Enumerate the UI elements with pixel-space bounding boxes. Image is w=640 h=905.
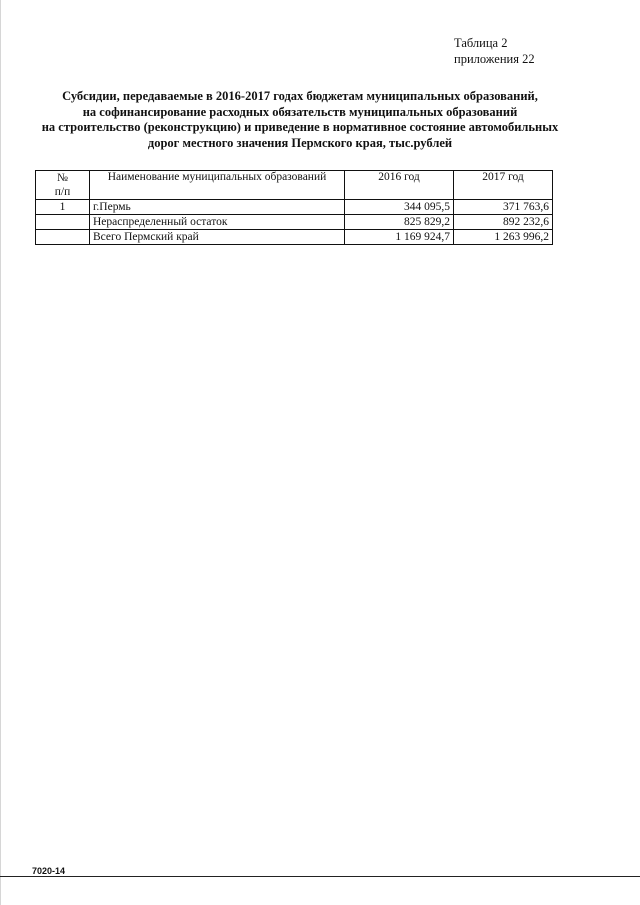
document-code: 7020-14 — [32, 866, 66, 876]
table-row — [36, 200, 553, 215]
title-line-1: Субсидии, передаваемые в 2016-2017 годах бюджетам муниципальных образований, — [62, 89, 538, 103]
table-row-total — [36, 230, 553, 245]
table-row — [36, 215, 553, 230]
row-number — [36, 230, 90, 245]
document-title — [30, 89, 570, 151]
title-line-2: на софинансирование расходных обязательств муниципальных образований — [82, 104, 518, 119]
row-municipality: г.Пермь — [90, 200, 345, 215]
row-number: 1 — [36, 200, 90, 215]
row-value-2017: 892 232,6 — [454, 215, 553, 230]
header-year-2017: 2017 год — [454, 171, 553, 200]
title-line-3: на строительство (реконструкцию) и приведение в нормативное состояние автомобильных — [41, 120, 559, 134]
table-number: Таблица 2 — [454, 36, 508, 50]
header-number — [36, 171, 90, 200]
header-year-2016: 2016 год — [345, 171, 454, 200]
header-number-symbol: № — [57, 172, 68, 184]
row-municipality: Нераспределенный остаток — [90, 215, 345, 230]
header-municipality-name: Наименование муниципальных образований — [90, 171, 345, 200]
table-header-row — [36, 171, 553, 200]
header-number-abbrev: п/п — [54, 186, 71, 198]
row-municipality: Всего Пермский край — [90, 230, 345, 245]
row-value-2017: 371 763,6 — [454, 200, 553, 215]
title-line-4: дорог местного значения Пермского края, тыс.рублей — [147, 135, 453, 150]
appendix-reference: приложения 22 — [454, 52, 535, 66]
page-edge-line — [0, 0, 1, 905]
row-number — [36, 215, 90, 230]
subsidies-table — [35, 170, 553, 245]
row-value-2017: 1 263 996,2 — [454, 230, 553, 245]
table-reference-note — [454, 35, 535, 67]
row-value-2016: 825 829,2 — [345, 215, 454, 230]
page-bottom-line — [0, 876, 640, 877]
row-value-2016: 344 095,5 — [345, 200, 454, 215]
row-value-2016: 1 169 924,7 — [345, 230, 454, 245]
